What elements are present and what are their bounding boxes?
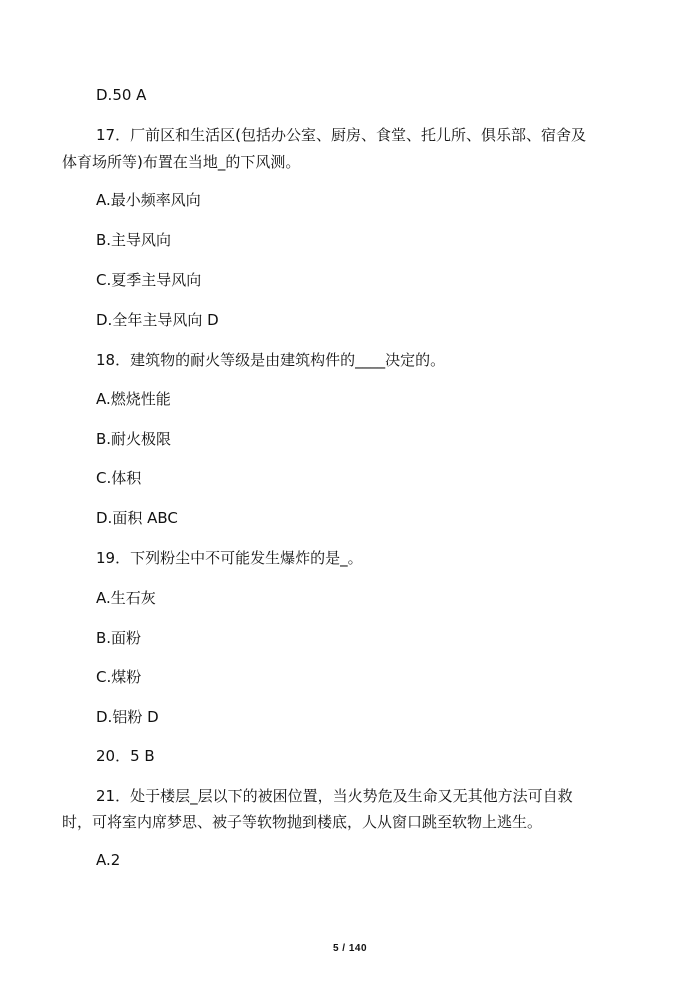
question-21: 21．处于楼层_层以下的被困位置，当火势危及生命又无其他方法可自救 — [96, 787, 573, 805]
option-line: B.耐火极限 — [96, 430, 172, 448]
option-line: A.燃烧性能 — [96, 390, 171, 408]
option-line: B.主导风向 — [96, 231, 172, 249]
option-line: B.面粉 — [96, 629, 142, 647]
option-line: D.全年主导风向 D — [96, 311, 219, 329]
option-line: A.生石灰 — [96, 589, 156, 607]
option-line: D.面积 ABC — [96, 509, 178, 527]
option-line: A.2 — [96, 851, 121, 869]
page-number: 5 / 140 — [332, 943, 368, 954]
question-17: 17．厂前区和生活区(包括办公室、厨房、食堂、托儿所、俱乐部、宿舍及 — [96, 126, 586, 144]
question-18: 18．建筑物的耐火等级是由建筑构件的____决定的。 — [96, 351, 446, 369]
option-line: C.煤粉 — [96, 668, 142, 686]
option-line: D.50 A — [96, 86, 147, 104]
question-20: 20．5 B — [96, 747, 155, 765]
question-17-continued: 体育场所等)布置在当地_的下风测。 — [62, 153, 301, 171]
option-line: C.夏季主导风向 — [96, 271, 202, 289]
option-line: A.最小频率风向 — [96, 191, 201, 209]
option-line: D.铝粉 D — [96, 708, 159, 726]
option-line: C.体积 — [96, 469, 142, 487]
question-21-continued: 时，可将室内席梦思、被子等软物抛到楼底，人从窗口跳至软物上逃生。 — [62, 813, 543, 831]
question-19: 19．下列粉尘中不可能发生爆炸的是_。 — [96, 549, 363, 567]
